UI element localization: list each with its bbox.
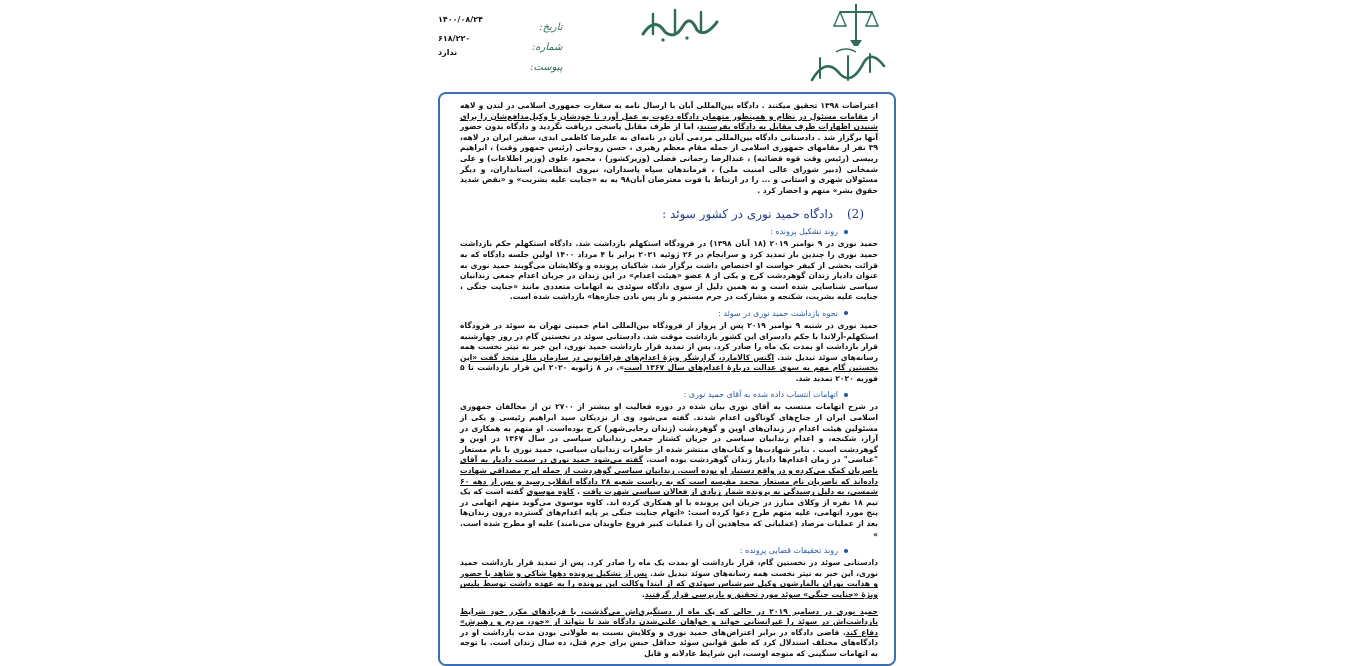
para5-text-b: . قاضی دادگاه در برابر اعتراض‌های حمید نوری و وکلایش نسبت به طولانی بودن مدت بازداشت او در دادگاه‌های مختلف استدلال کرد که طبق قوانین سوئد حداقل حبس برای جرم قتل، ده سال زندان است. با توجه به اتهامات سنگینی که متوجه اوست، این شرایط عادلانه و قابل xyxy=(460,627,878,658)
intro-text-c: ، اما از طرف مقابل پاسخی دریافت نگردید و دادگاه بدون حضور آنها برگزار شد . دادستانی دادگاه بین‌المللی مردمی آبان در نامه‌ای به علیرضا کاظمی ابدی، سفیر ایران در لاهه، ۳۹ نفر از مقامهای جمهوری اسلامی از جمله مقام معظم رهبری ، حسن روحانی (رئیس جمهور وقت) ، ابراهیم رییسی (رئیس وقت قوه قضائیه) ، عبدالرضا رحمانی فضلی (وزیرکشور) ، محمود علوی (وزیر اطلاعات) و علی شمخانی (دبیر شورای عالی امنیت ملی) ، فرماندهان سپاه پاسداران، نیروی انتظامی، استانداران، و دیگر مسئولان شهری و استانی و ... را در ارتباط با فوت معترضان آبان۹۸ به به «جنایت علیه بشریت» و «نقض شدید حقوق بشر» متهم و احضار کرد . xyxy=(460,122,878,195)
bullet-dot-icon xyxy=(844,393,848,397)
bullet-label: روند تحقیقات قضایی پرونده : xyxy=(739,546,838,556)
judiciary-emblem xyxy=(806,0,888,90)
bullet-dot-icon xyxy=(844,230,848,234)
header-labels xyxy=(530,18,563,78)
para3-text-a: در شرح اتهامات منتسب به آقای نوری بیان شده در دوره فعالیت او بیشتر از ۲۷۰۰ تن از مخالفان جمهوری اسلامی ایران از جناح‌های گوناگون اعدام شدند. گفته می‌شود وی از نزدیکان سید ابراهیم رئیسی و یکی از مسئولین هیئت اعدام در زندان‌های اوین و گوهردشت (زندان رجایی‌شهر) کرج بوده‌است. او متهم به همکاری در آزار، شکنجه، و اعدام زندانیان سیاسی در جریان کشتار جمعی زندانیان سیاسی در سال ۱۳۶۷ در اوین و گوهردشت است . بنابر شهادت‌ها و کتاب‌های منتشر شده از خاطرات زندانیان سیاسی، حمید نوری با نام مستعار "عباسی" در زمان اعدام‌ها دادیار زندان گوهردشت بوده است. xyxy=(460,402,878,465)
para4-text-b: پس از تشکیل پرونده دهها شاکی و شاهد با حضور و هدایت یوران یالمارشون وکیل سرشناس سوئدی که از ابتدا وکالت این پرونده را به عهده داشت توسط پلیس ویژهٔ «جنایت جنگی» سوئد مورد تحقیق و بازپرسی قرار گرفتند xyxy=(460,568,878,599)
bullet-label: روند تشکیل پرونده : xyxy=(770,227,838,237)
intro-paragraph xyxy=(460,101,878,196)
paragraph-detention xyxy=(460,607,878,660)
paragraph-investigation xyxy=(460,558,878,600)
bullet-label: نحوه بازداشت حمید نوری در سوئد : xyxy=(718,308,838,318)
para3-text-b: گفته می‌شود حمید نوری در سمت دادیار به آقای ناصریان کمک می‌کرده و در واقع دستیار او بوده است. زندانیان سیاسی گوهردشت از جمله ایرج مصداقی شهادت داده‌اند که ناصریان نام مستعار محمد مقیسه است که به ریاست شعبه ۲۸ دادگاه انقلاب رسید و پس از دهه ۶۰ شمسی، به دلیل رسیدگی به پرونده شمار زیادی از فعالان سیاسی شهرت یافت xyxy=(460,455,878,497)
para2-text-a: حمید نوری در شنبه ۹ نوامبر ۲۰۱۹ پس از پرواز از فرودگاه بین‌المللی امام خمینی تهران به سوئد در فرودگاه استکهلم-آرلاندا با حکم دادسرای این کشور بازداشت موقت شد. دادستانی سوئد در نخستین گام در روز چهارشنبه قرار بازداشت او بمدت یک ماه را صادر کرد. پس از تمدید قرار بازداشت حمید نوری، این خبر به تیتر نخست همه رسانه‌های سوئد تبدیل شد. xyxy=(460,320,879,362)
bullet-case-formation xyxy=(460,227,878,236)
section-title: دادگاه حمید نوری در کشور سوئد : xyxy=(662,207,834,222)
para2-text-b: اگنس کالامارد، گزارشگر ویژهٔ اعدام‌های فراقانونی در سازمان ملل متحد گفت «این نخستین گام مهم به سوی عدالت دربارهٔ اعدام‌های سال ۱۳۶۷ است xyxy=(460,352,878,373)
para3-text-d: کاوه موسوی xyxy=(526,487,575,497)
para2-text-c: ». در ۸ ژانویه ۲۰۲۰ این قرار بازداشت تا ۵ فوریه ۲۰۲۰ تمدید شد. xyxy=(460,363,878,383)
para3-text-c: . xyxy=(574,487,583,497)
para3-text-e: گفته است که یک تیم ۱۸ نفره از وکلای مبارز در جریان این پرونده با او همکاری کرده اند. کاوه موسوی می‌گوید متهم اتهامی در پنج مورد اتهامی، علیه متهم طرح دعوا کرده است: «اتهام جنایت جنگی بر پایه اعدام‌های گسترده درون زندان‌ها بعد از عملیات مرصاد (عملیاتی که مجاهدین آن را عملیات کبیر فروغ جاویدان می‌نامند) علیه او مطرح شده است. » xyxy=(460,487,878,539)
para4-text-c: . xyxy=(641,589,645,599)
header-values xyxy=(438,10,483,58)
intro-text-b: مقامات مسئول در نظام و همینطور متهمان دادگاه دعوت به عمل آورد تا خودشان یا وکیل‌مدافع‌شان را برای شنیدن اظهارات طرف مقابل به دادگاه بفرستند xyxy=(460,111,878,132)
bismillah-calligraphy xyxy=(635,4,725,44)
date-label: تاریخ: xyxy=(539,22,563,33)
bullet-charges xyxy=(460,390,878,399)
bullet-dot-icon xyxy=(844,311,848,315)
attachment-label: پیوست: xyxy=(530,62,563,73)
paragraph-arrest xyxy=(460,321,878,385)
paragraph-case-formation xyxy=(460,239,878,303)
date-value: ۱۴۰۰/۰۸/۲۴ xyxy=(438,15,483,24)
bullet-label: اتهامات انتساب داده شده به آقای حمید نوری : xyxy=(683,390,838,400)
bullet-arrest xyxy=(460,309,878,318)
para4-text-a: دادستانی سوئد در نخستین گام، قرار بازداشت او بمدت یک ماه را صادر کرد. پس از تمدید قرار بازداشت حمید نوری، این خبر به تیتر نخست همه رسانه‌های سوئد تبدیل شد. xyxy=(460,558,878,578)
paragraph-charges xyxy=(460,402,878,540)
para1-text: حمید نوری در ۹ نوامبر ۲۰۱۹ (۱۸ آبان ۱۳۹۸) در فرودگاه استکهلم بازداشت شد. دادگاه استکهلم حکم بازداشت حمید نوری را چندین بار تمدید کرد و سرانجام در ۲۶ ژوئیه ۲۰۲۱ برابر با ۴ مرداد ۱۴۰۰ اولین جلسه دادگاه که به قرائت بخشی از کیفر خواست او اختصاص داشت برگزار شد. شاکیان پرونده و وکلایشان می‌گویند حمید نوری به عنوان دادیار زندان گوهردشت کرج و یکی از ۸ عضو «هیئت اعدام» در این زندان در جریان اعدام جمعی زندانیان سیاسی شناسایی شده است و به همین دلیل از سوی دادگاه سوئدی به اتهامات متعددی مانند «جنایت جنگی ، جنایت علیه بشریت، شکنجه و مشارکت در جرم مستمر و باز پس نادن جنازه‌ها» بازداشت شده است. xyxy=(460,239,879,302)
intro-text-a: اعتراضات ۱۳۹۸ تحقیق میکنند . دادگاه بین‌المللی آبان با ارسال نامه به سفارت جمهوری اسلامی در لندن و لاهه از xyxy=(460,101,879,121)
section-number: (2) xyxy=(846,207,864,222)
letter-body xyxy=(460,101,878,660)
number-value: ۶۱۸/۲۲۰ xyxy=(438,34,471,43)
attachment-value: ندارد xyxy=(438,48,458,57)
section-heading xyxy=(460,207,878,221)
para5-text-a: حمید نوری در دسامبر ۲۰۱۹ در حالی که یک ماه از دستگیری‌اش می‌گذشت، با فریادهای مکرر خود شرایط بازداشت‌اش در سوئد را غیرانسانی خواند و خواهان علنی‌شدن دادگاه شد تا بتواند از «خود، مردم و رهبرش» دفاع کند xyxy=(460,606,878,637)
bullet-investigation xyxy=(460,546,878,555)
letter-page xyxy=(430,0,900,658)
number-label: شماره: xyxy=(531,42,563,53)
bullet-dot-icon xyxy=(844,549,848,553)
